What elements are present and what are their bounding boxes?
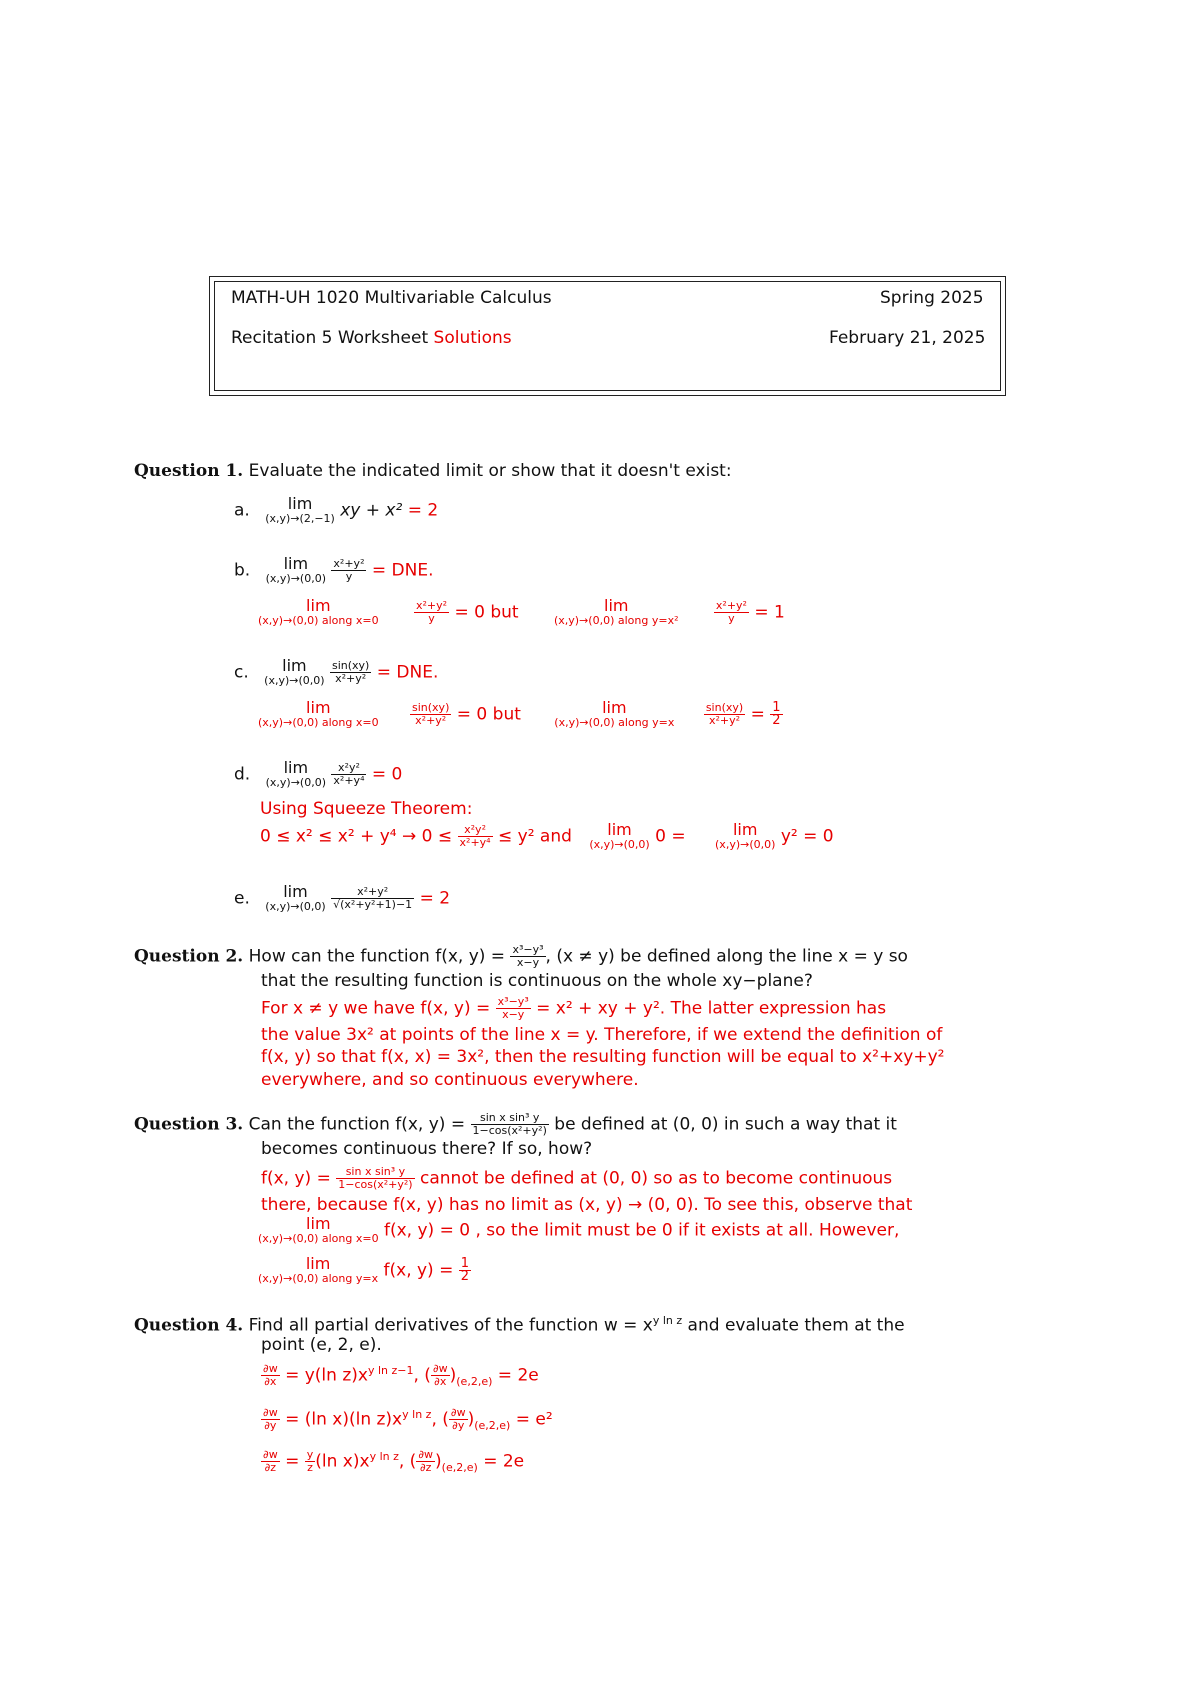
q4-dy-num2: ∂w — [450, 1406, 466, 1420]
q1c-solution — [258, 700, 783, 729]
q3-sol-sub1: (x,y)→(0,0) along x=0 — [258, 1232, 379, 1245]
q2-sol-d: f(x, y) so that f(x, x) = 3x², then the resulting function will be equal to x²+xy+y² — [261, 1047, 945, 1067]
q1b-limit-sub: (x,y)→(0,0) — [265, 572, 327, 585]
q1d-ineq-start: 0 ≤ x² ≤ x² + y⁴ → 0 ≤ — [260, 826, 453, 847]
q2-sol-c: the value 3x² at points of the line x = y. Therefore, if we extend the definition of — [261, 1025, 943, 1045]
q1c-sol-den1: x²+y² — [415, 714, 447, 727]
q1d-zero-sub1: (x,y)→(0,0) — [589, 838, 650, 851]
q1b-num: x²+y² — [333, 557, 365, 570]
q3-sol-lim2-val: f(x, y) = — [383, 1260, 454, 1281]
q1d-ineq-num: x²y² — [458, 824, 493, 837]
q3-sol-fraction — [336, 1166, 414, 1191]
q1d-zero-limit1 — [589, 822, 649, 851]
q1c-sol-fraction2 — [704, 702, 745, 727]
q3-sol-lim1-val: f(x, y) = 0 , so the limit must be 0 if it exists at all. However, — [384, 1220, 900, 1241]
q1b — [234, 556, 434, 585]
q1-label: Question 1. — [134, 461, 244, 481]
lim-word: lim — [306, 596, 331, 615]
q1c-sol-num1: sin(xy) — [412, 701, 450, 714]
q4-prompt-a: Find all partial derivatives of the function w = x — [248, 1315, 653, 1336]
q1d-limit-sub: (x,y)→(0,0) — [265, 776, 327, 789]
q1a-limit-sub: (x,y)→(2,−1) — [265, 512, 335, 525]
q1b-sol-num1: x²+y² — [416, 599, 448, 612]
q4-dy-val: = e² — [515, 1409, 553, 1430]
q4-exponent: y ln z — [652, 1314, 683, 1327]
q3-half-den: 2 — [460, 1269, 470, 1284]
q1b-sol-limit1 — [258, 598, 379, 627]
term: Spring 2025 — [880, 288, 984, 308]
q2-sol-b: = x² + xy + y². The latter expression has — [536, 998, 887, 1019]
q4-dz-expr: (ln x)x — [315, 1451, 370, 1472]
q4-dz-at: (e,2,e) — [441, 1461, 478, 1475]
lim-word: lim — [282, 656, 307, 675]
q4-dz-pre-num: y — [306, 1448, 314, 1462]
lim-word: lim — [287, 494, 313, 513]
q1c-num: sin(xy) — [331, 659, 370, 672]
q1b-solution — [258, 598, 785, 627]
q1b-sol-val2: = 1 — [754, 602, 785, 623]
q1c-sol-val2: = — [750, 704, 765, 725]
solutions-label: Solutions — [433, 328, 512, 348]
q2-sol-e: everywhere, and so continuous everywhere. — [261, 1070, 639, 1090]
q1c-sol-limit2 — [554, 700, 674, 729]
q4-dx-frac2 — [431, 1363, 450, 1388]
q4-dx-at: (e,2,e) — [456, 1375, 493, 1389]
q4-dx-den2: ∂x — [434, 1375, 447, 1389]
q1c-label: c. — [234, 662, 249, 683]
q3-sol-b: cannot be defined at (0, 0) so as to become continuous — [420, 1168, 893, 1189]
q1e-fraction — [331, 886, 414, 911]
q1d-limit — [266, 760, 326, 789]
q4-dz-frac2 — [416, 1449, 435, 1474]
q1-heading — [134, 460, 732, 482]
q4-dx-val: = 2e — [497, 1365, 539, 1386]
q1d-ineq-mid: ≤ y² and — [498, 826, 572, 847]
q1a-label: a. — [234, 500, 250, 521]
q4-dz-frac — [261, 1449, 280, 1474]
q4-dy-frac2 — [449, 1407, 468, 1432]
q1b-sol-val1: = 0 but — [454, 602, 519, 623]
q2-sol-a: For x ≠ y we have f(x, y) = — [261, 998, 491, 1019]
q1-prompt: Evaluate the indicated limit or show that it doesn't exist: — [248, 461, 732, 481]
q4-dx-exp: y ln z−1 — [367, 1364, 414, 1377]
q4-prompt-b: and evaluate them at the — [682, 1315, 905, 1336]
lim-word: lim — [602, 698, 627, 717]
q4-dy-at: (e,2,e) — [474, 1419, 511, 1433]
q1d-zero: 0 = — [655, 826, 686, 847]
q1d-fraction — [331, 762, 366, 787]
q4-dy-expr: = (ln x)(ln z)x — [285, 1409, 403, 1430]
q1c — [234, 658, 438, 687]
q4-dz-den: ∂z — [264, 1461, 277, 1475]
q2-prompt-a: How can the function f(x, y) = — [248, 946, 506, 967]
q2-heading — [134, 944, 908, 969]
q1e-limit — [265, 884, 325, 913]
q1d-ineq-fraction — [458, 824, 493, 849]
q3-prompt-c: becomes continuous there? If so, how? — [261, 1139, 593, 1159]
q1a — [234, 496, 438, 525]
q1c-fraction — [330, 660, 371, 685]
q1a-answer: = 2 — [407, 500, 439, 521]
q3-prompt-b: be defined at (0, 0) in such a way that it — [554, 1114, 897, 1135]
q3-den: 1−cos(x²+y²) — [472, 1124, 547, 1137]
q1e-num: x²+y² — [331, 886, 414, 899]
q1c-half-num: 1 — [772, 700, 781, 715]
q4-heading — [134, 1310, 905, 1337]
q1d-inequality — [260, 822, 834, 851]
q1b-sol-den1: y — [428, 612, 435, 625]
q1d-squeeze: Using Squeeze Theorem: — [260, 799, 473, 819]
q1b-sol-sub1: (x,y)→(0,0) along x=0 — [258, 614, 379, 627]
q1c-sol-val1: = 0 but — [456, 704, 521, 725]
q2-sol-den: x−y — [502, 1008, 525, 1021]
q3-sol-num: sin x sin³ y — [336, 1166, 414, 1179]
q3-sol-sub2: (x,y)→(0,0) along y=x — [258, 1272, 379, 1285]
q1c-sol-fraction1 — [410, 702, 451, 727]
q3-sol-half — [459, 1258, 471, 1283]
q2-prompt-c: that the resulting function is continuous on the whole xy−plane? — [261, 971, 813, 991]
q1b-fraction — [331, 558, 366, 583]
q1c-limit-sub: (x,y)→(0,0) — [264, 674, 325, 687]
q4-dx-num: ∂w — [263, 1362, 278, 1376]
q1d-label: d. — [234, 764, 251, 785]
q1b-answer: = DNE. — [371, 560, 434, 581]
q3-prompt-a: Can the function f(x, y) = — [248, 1114, 466, 1135]
q1c-sol-half — [770, 702, 782, 727]
q4-dy-exp: y ln z — [402, 1408, 432, 1421]
q4-dz-den2: ∂z — [419, 1461, 432, 1475]
q3-half-num: 1 — [460, 1256, 470, 1271]
q1d — [234, 760, 402, 789]
q4-prompt-c: point (e, 2, e). — [261, 1335, 382, 1355]
q2-prompt-b: , (x ≠ y) be defined along the line x = y so — [545, 946, 908, 967]
lim-word: lim — [604, 596, 629, 615]
q2-den: x−y — [516, 956, 540, 969]
q1c-limit — [264, 658, 324, 687]
q1d-answer: = 0 — [371, 764, 403, 785]
q1c-sol-sub2: (x,y)→(0,0) along y=x — [554, 716, 675, 729]
q1d-num: x²y² — [331, 762, 366, 775]
q4-dy-den2: ∂y — [452, 1419, 465, 1433]
q4-dx-den: ∂x — [264, 1375, 277, 1389]
q1c-sol-limit1 — [258, 700, 379, 729]
q4-dz-pre-frac — [305, 1449, 316, 1474]
q1c-sol-sub1: (x,y)→(0,0) along x=0 — [258, 716, 379, 729]
q1a-limit — [265, 496, 335, 525]
q3-sol-limit2-line — [258, 1256, 471, 1285]
q1c-den: x²+y² — [335, 672, 367, 685]
q4-label: Question 4. — [134, 1315, 244, 1336]
q4-dy-frac — [261, 1407, 280, 1432]
q4-dy-den: ∂y — [264, 1419, 277, 1433]
q4-dx-frac — [261, 1363, 280, 1388]
q4-dz-num2: ∂w — [418, 1448, 434, 1462]
q3-solution-line1 — [261, 1166, 892, 1191]
q1c-sol-den2: x²+y² — [708, 714, 741, 727]
q4-dz-line: $\frac{\partial w}{\partial z}$ = $\frac{y}{z}$ (ln $x)x^{y ln z}$, ( $\frac{\partial w}{\partial z}$ )$_{(e,2,e)} = 2e$ — [263, 1448, 525, 1475]
q1b-sol-sub2: (x,y)→(0,0) along y=x² — [553, 614, 679, 627]
q3-sol-c: there, because f(x, y) has no limit as (x, y) → (0, 0). To see this, observe that — [261, 1195, 913, 1215]
q1e — [234, 884, 450, 913]
q4-dx-num2: ∂w — [432, 1362, 448, 1376]
q4-dx-expr: = y(ln z)x — [285, 1365, 368, 1386]
lim-word: lim — [306, 1214, 331, 1233]
lim-word: lim — [283, 758, 309, 777]
q2-solution-line1 — [261, 996, 886, 1021]
q3-heading — [134, 1112, 897, 1137]
q3-num: sin x sin³ y — [471, 1112, 549, 1125]
q1e-answer: = 2 — [419, 888, 451, 909]
q3-fraction — [471, 1112, 549, 1137]
q1a-expr: xy + x² — [340, 500, 408, 521]
q2-fraction — [510, 944, 545, 969]
q1c-sol-num2: sin(xy) — [705, 701, 744, 714]
q1d-zero-sub2: (x,y)→(0,0) — [715, 838, 776, 851]
q1d-end: y² = 0 — [780, 826, 834, 847]
lim-word: lim — [283, 554, 309, 573]
lim-word: lim — [283, 882, 308, 901]
q1b-limit — [266, 556, 326, 585]
q1e-label: e. — [234, 888, 250, 909]
q1b-den: y — [345, 570, 353, 583]
q1b-sol-den2: y — [728, 612, 735, 625]
q4-dz-num: ∂w — [263, 1448, 278, 1462]
q1d-ineq-den: x²+y⁴ — [459, 836, 491, 849]
q4-dy-num: ∂w — [263, 1406, 278, 1420]
q4-dz-pre-den: z — [307, 1461, 313, 1475]
q1c-half-den: 2 — [772, 713, 781, 728]
q1b-label: b. — [234, 560, 251, 581]
q1b-sol-fraction2 — [714, 600, 749, 625]
q1b-sol-limit2 — [554, 598, 679, 627]
q4-dy-line: $\frac{\partial w}{\partial y}$ = (ln x)(ln $z)x^{y ln z}$, ( $\frac{\partial w}{\partial y}$ )$_{(e,2,e)} = e^2$ — [263, 1406, 553, 1433]
q3-sol-den: 1−cos(x²+y²) — [338, 1178, 413, 1191]
q1e-limit-sub: (x,y)→(0,0) — [265, 900, 326, 913]
q1d-den: x²+y⁴ — [333, 774, 365, 787]
q1b-sol-num2: x²+y² — [715, 599, 747, 612]
q1d-zero-limit2 — [715, 822, 775, 851]
course-title: MATH-UH 1020 Multivariable Calculus — [231, 288, 552, 308]
q3-sol-limit1-line — [258, 1216, 899, 1245]
q2-sol-fraction — [496, 996, 531, 1021]
q2-sol-num: x³−y³ — [497, 995, 529, 1008]
q4-dz-val: = 2e — [483, 1451, 525, 1472]
lim-word: lim — [732, 820, 758, 839]
q2-label: Question 2. — [134, 946, 244, 967]
q2-num: x³−y³ — [512, 943, 544, 956]
q1e-den: √(x²+y²+1)−1 — [333, 898, 413, 911]
q4-dz-exp: y ln z — [369, 1450, 399, 1463]
q3-sol-limit2 — [258, 1256, 378, 1285]
date: February 21, 2025 — [829, 328, 986, 348]
q3-sol-a: f(x, y) = — [261, 1168, 331, 1189]
q3-label: Question 3. — [134, 1114, 244, 1135]
worksheet-name: Recitation 5 Worksheet — [231, 328, 429, 348]
lim-word: lim — [607, 820, 632, 839]
q1c-answer: = DNE. — [376, 662, 439, 683]
lim-word: lim — [305, 1254, 331, 1273]
worksheet-title — [231, 328, 512, 348]
q4-dx-line: $\frac{\partial w}{\partial x}$ = y(ln $z)x^{y ln z-1}$, ( $\frac{\partial w}{\partial x}$ )$_{(e,2,e)} = 2e$ — [263, 1362, 539, 1389]
lim-word: lim — [306, 698, 331, 717]
q1b-sol-fraction1 — [414, 600, 449, 625]
q3-sol-limit1 — [258, 1216, 379, 1245]
